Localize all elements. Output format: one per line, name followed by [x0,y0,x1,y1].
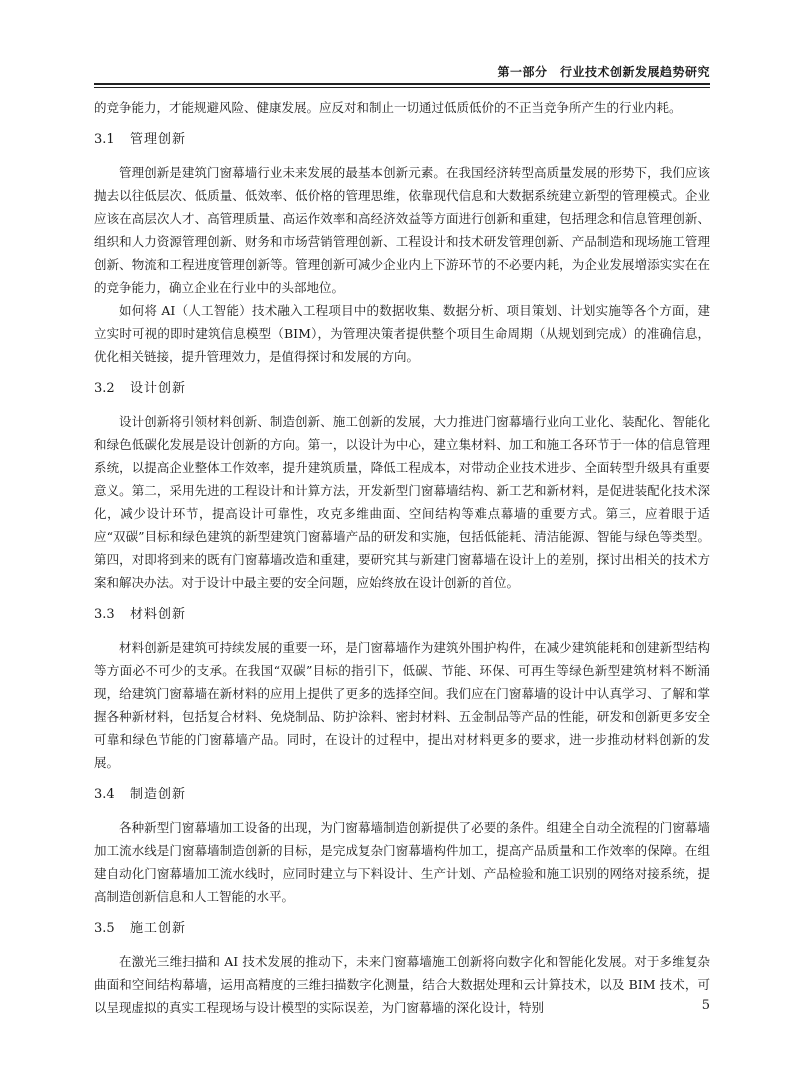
section-title: 材料创新 [130,607,187,622]
section-heading-construction [94,918,710,940]
paragraph: 在激光三维扫描和 AI 技术发展的推动下，未来门窗幕墙施工创新将向数字化和智能化发展。对于多维复杂曲面和空间结构幕墙，运用高精度的三维扫描数字化测量，结合大数据处理和云计算技术，以及 BIM 技术，可以呈现虚拟的真实工程现场与设计模型的实际误差，为门窗幕墙的深化设计，特别 [94,954,710,1015]
running-header: 第一部分 行业技术创新发展趋势研究 [497,65,710,79]
section-number: 3.1 [94,132,115,147]
intro-paragraph: 的竞争能力，才能规避风险、健康发展。应反对和制止一切通过低质低价的不正当竞争所产生的行业内耗。 [94,100,682,115]
section-number: 3.2 [94,381,115,396]
section-heading-design [94,378,710,400]
section-title: 管理创新 [130,132,187,147]
page-number: 5 [701,998,710,1013]
page-body [94,96,710,1019]
section-title: 设计创新 [130,381,187,396]
paragraph: 材料创新是建筑可持续发展的重要一环，是门窗幕墙作为建筑外围护构件，在减少建筑能耗和创建新型结构等方面必不可少的支承。在我国“双碳”目标的指引下，低碳、节能、环保、可再生等绿色新型建筑材料不断涌现，给建筑门窗幕墙在新材料的应用上提供了更多的选择空间。我们应在门窗幕墙的设计中认真学习、了解和掌握各种新材料，包括复合材料、免烧制品、防护涂料、密封材料、五金制品等产品的性能，研发和创新更多安全可靠和绿色节能的门窗幕墙产品。同时，在设计的过程中，提出对材料更多的要求，进一步推动材料创新的发展。 [94,640,710,770]
section-number: 3.4 [94,787,115,802]
section-heading-materials [94,604,710,626]
header-rule-thin [94,87,710,88]
section-number: 3.5 [94,921,115,936]
section-title: 制造创新 [130,787,187,802]
paragraph: 各种新型门窗幕墙加工设备的出现，为门窗幕墙制造创新提供了必要的条件。组建全自动全流程的门窗幕墙加工流水线是门窗幕墙制造创新的目标，是完成复杂门窗幕墙构件加工，提高产品质量和工作效率的保障。在组建自动化门窗幕墙加工流水线时，应同时建立与下料设计、生产计划、产品检验和施工识别的网络对接系统，提高制造创新信息和人工智能的水平。 [94,820,710,904]
paragraph: 设计创新将引领材料创新、制造创新、施工创新的发展，大力推进门窗幕墙行业向工业化、装配化、智能化和绿色低碳化发展是设计创新的方向。第一，以设计为中心，建立集材料、加工和施工各环节于一体的信息管理系统，以提高企业整体工作效率，提升建筑质量，降低工程成本，对带动企业技术进步、全面转型升级具有重要意义。第二，采用先进的工程设计和计算方法，开发新型门窗幕墙结构、新工艺和新材料，是促进装配化技术深化，减少设计环节，提高设计可靠性，攻克多维曲面、空间结构等难点幕墙的重要方式。第三，应着眼于适应“双碳”目标和绿色建筑的新型建筑门窗幕墙产品的研发和实施，包括低能耗、清洁能源、智能与绿色等类型。第四，对即将到来的既有门窗幕墙改造和重建，要研究其与新建门窗幕墙在设计上的差别，探讨出相关的技术方案和解决办法。对于设计中最主要的安全问题，应始终放在设计创新的首位。 [94,414,710,590]
section-heading-management [94,129,710,151]
section-number: 3.3 [94,607,115,622]
header-rule-thick [94,83,710,85]
paragraph: 管理创新是建筑门窗幕墙行业未来发展的最基本创新元素。在我国经济转型高质量发展的形势下，我们应该抛去以往低层次、低质量、低效率、低价格的管理思维，依靠现代信息和大数据系统建立新型的管理模式。企业应该在高层次人才、高管理质量、高运作效率和高经济效益等方面进行创新和重建，包括理念和信息管理创新、组织和人力资源管理创新、财务和市场营销管理创新、工程设计和技术研发管理创新、产品制造和现场施工管理创新、物流和工程进度管理创新等。管理创新可减少企业内上下游环节的不必要内耗，为企业发展增添实实在在的竞争能力，确立企业在行业中的头部地位。 [94,165,710,295]
paragraph: 如何将 AI（人工智能）技术融入工程项目中的数据收集、数据分析、项目策划、计划实施等各个方面，建立实时可视的即时建筑信息模型（BIM），为管理决策者提供整个项目生命周期（从规划到完成）的准确信息，优化相关链接，提升管理效力，是值得探讨和发展的方向。 [94,303,710,364]
section-heading-manufacturing [94,784,710,806]
section-title: 施工创新 [130,921,187,936]
